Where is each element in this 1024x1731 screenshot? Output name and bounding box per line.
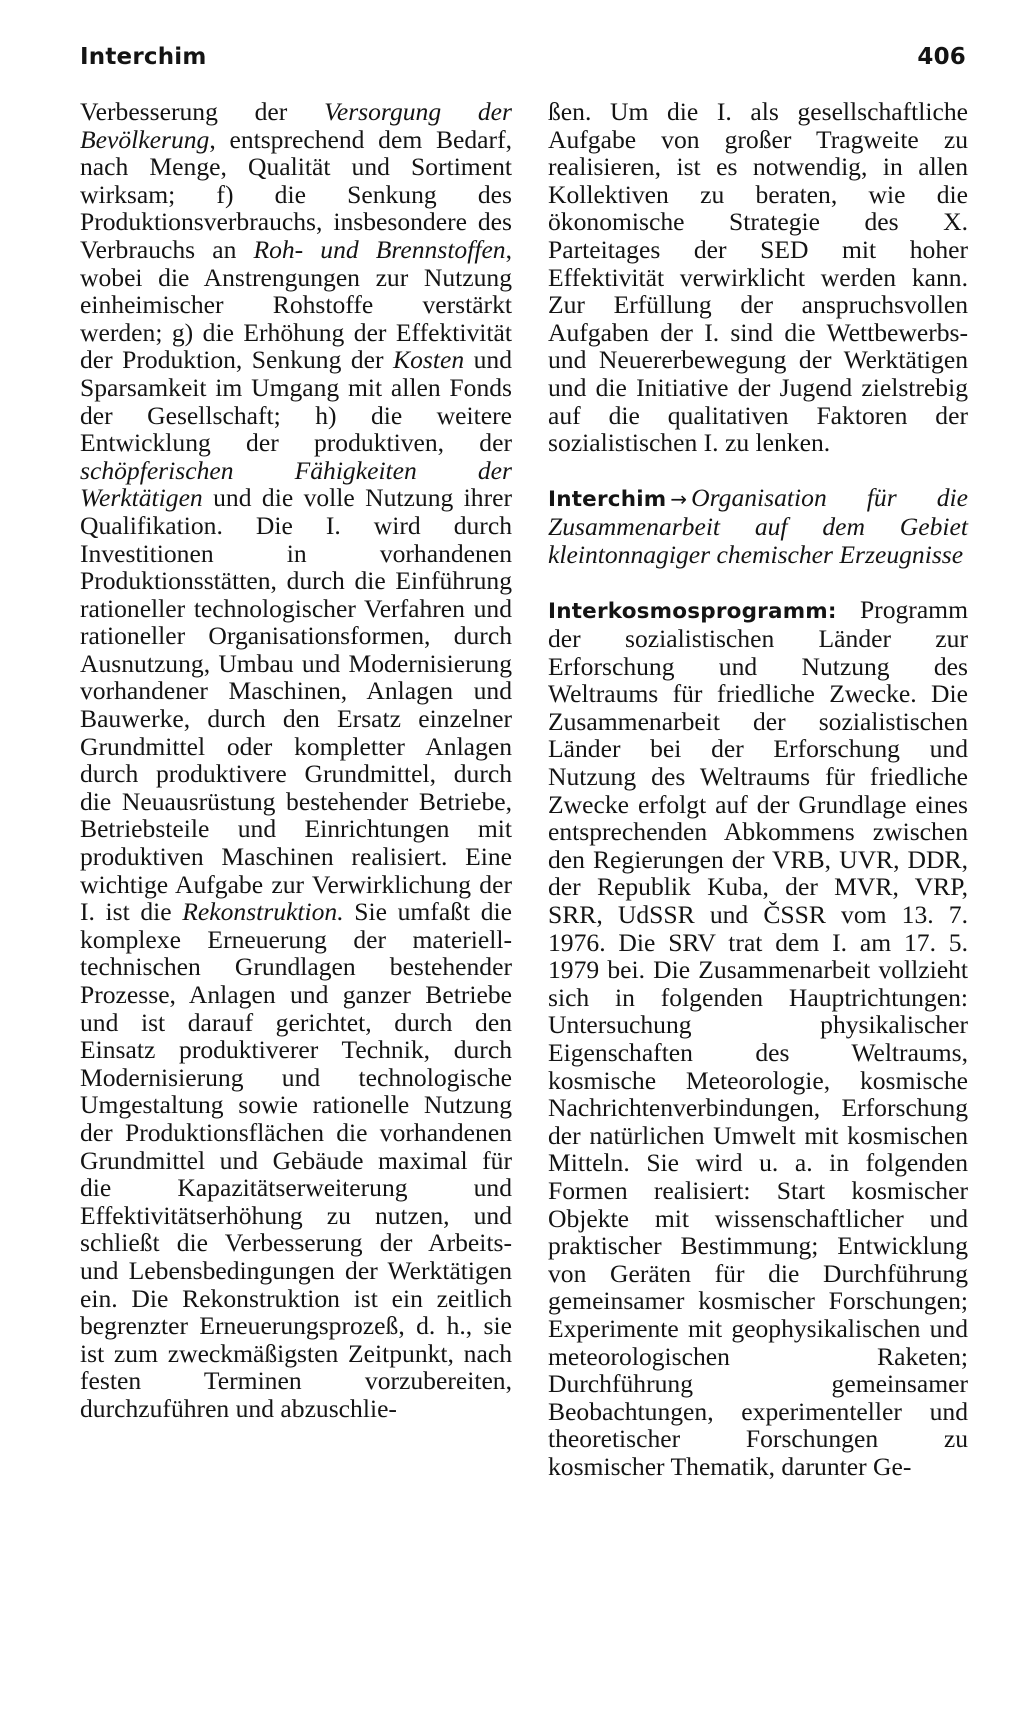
text-run: und die volle Nutzung ihrer Qualifikation. Die I. wird durch Investitionen in vorhandenen Produktionsstätten, durch die Einführung rationeller technologischer Verfahren und rationeller Organisationsformen, durch Ausnutzung, Umbau und Modernisierung vorhandener Maschinen, Anlagen und Bauwerke, durch den Ersatz einzelner Grundmittel oder kompletter Anlagen durch produktivere Grundmittel, durch die Neuausrüstung bestehender Betriebe, Betriebsteile und Einrichtungen mit produktiven Maschinen realisiert. Eine wichtige Aufgabe zur Verwirklichung der I. ist die [80, 483, 512, 927]
text-run: und Sparsamkeit im Umgang mit allen Fonds der Gesellschaft; h) die weitere Entwicklung der produktiven, der [80, 345, 512, 458]
page-number: 406 [917, 44, 966, 70]
emphasis-term: Roh- und Brennstoffen [253, 234, 506, 264]
entry-continuation-text [80, 98, 512, 1423]
emphasis-term: Versorgung der Bevölkerung [80, 97, 512, 154]
entry-continuation-text: ßen. Um die I. als gesellschaftliche Aufgabe von großer Tragweite zu realisieren, ist es notwendig, in allen Kollektiven zu beraten, wie die ökonomische Strategie des X. Parteitages der SED mit hoher Effektivität verwirklicht werden kann. Zur Erfüllung der anspruchsvollen Aufgaben der I. sind die Wettbewerbs- und Neuererbewegung der Werktätigen und die Initiative der Jugend zielstrebig auf die qualitativen Faktoren der sozialistischen I. zu lenken. [548, 97, 968, 458]
cross-reference: Organisation für die Zusammenarbeit auf dem Gebiet kleintonnagiger chemischer Erzeugnisse [548, 482, 968, 569]
running-head-title: Interchim [80, 44, 207, 70]
emphasis-term: schöpferischen Fähigkeiten der Werktätigen [80, 455, 512, 513]
entry-body: Programm der sozialistischen Länder zur Erforschung und Nutzung des Weltraums für friedliche Zwecke. Die Zusammenarbeit der sozialistischen Länder bei der Erforschung und Nutzung des Weltraums für friedliche Zwecke erfolgt auf der Grundlage eines entsprechenden Abkommens zwischen den Regierungen der VRB, UVR, DDR, der Republik Kuba, der MVR, VRP, SRR, UdSSR und ČSSR vom 13. 7. 1976. Die SRV trat dem I. am 17. 5. 1979 bei. Die Zusammenarbeit vollzieht sich in folgenden Hauptrichtungen: Untersuchung physikalischer Eigenschaften des Weltraums, kosmische Meteorologie, kosmische Nachrichtenverbindungen, Erforschung der natürlichen Umwelt mit kosmischen Mitteln. Sie wird u. a. in folgenden Formen realisiert: Start kosmischer Objekte mit wissenschaftlicher und praktischer Bestimmung; Entwicklung von Geräten für die Durchführung gemeinsamer kosmischer Forschungen; Experimente mit geophysikalischen und meteorologischen Raketen; Durchführung gemeinsamer Beobachtungen, experimenteller und theoretischer Forschungen zu kosmischer Thematik, darunter Ge- [548, 594, 968, 1481]
entry-interkosmosprogramm [548, 596, 968, 1481]
text-run: Verbesserung der [80, 97, 325, 126]
right-column [548, 98, 968, 1481]
headword: Interkosmosprogramm: [548, 598, 837, 624]
emphasis-term: Rekonstruktion. [182, 897, 344, 927]
entry-interchim [548, 484, 968, 569]
arrow-icon: → [670, 486, 688, 511]
text-run: Sie umfaßt die komplexe Erneuerung der materiell-technischen Grundlagen bestehender Prozesse, Anlagen und ganzer Betriebe und ist darauf gerichtet, durch den Einsatz produktiverer Technik, durch Modernisierung und technologische Umgestaltung sowie rationelle Nutzung der Produktionsflächen die vorhandenen Grundmittel und Gebäude maximal für die Kapazitätserweiterung und Effektivitätserhöhung zu nutzen, und schließt die Verbesserung der Arbeits- und Lebensbedingungen der Werktätigen ein. Die Rekonstruktion ist ein zeitlich begrenzter Erneuerungsprozeß, d. h., sie ist zum zweckmäßigsten Zeitpunkt, nach festen Terminen vorzubereiten, durchzuführen und abzuschlie- [80, 897, 512, 1423]
text-run: , wobei die Anstrengungen zur Nutzung einheimischer Rohstoffe verstärkt werden; g) die Erhöhung der Effektivität der Produktion, Senkung der [80, 234, 513, 375]
emphasis-term: Kosten [393, 345, 465, 375]
text-run: , entsprechend dem Bedarf, nach Menge, Qualität und Sortiment wirksam; f) die Senkung des Produktionsverbrauchs, insbesondere des Verbrauchs an [80, 124, 512, 264]
headword: Interchim [548, 486, 667, 512]
left-column [80, 98, 512, 1423]
